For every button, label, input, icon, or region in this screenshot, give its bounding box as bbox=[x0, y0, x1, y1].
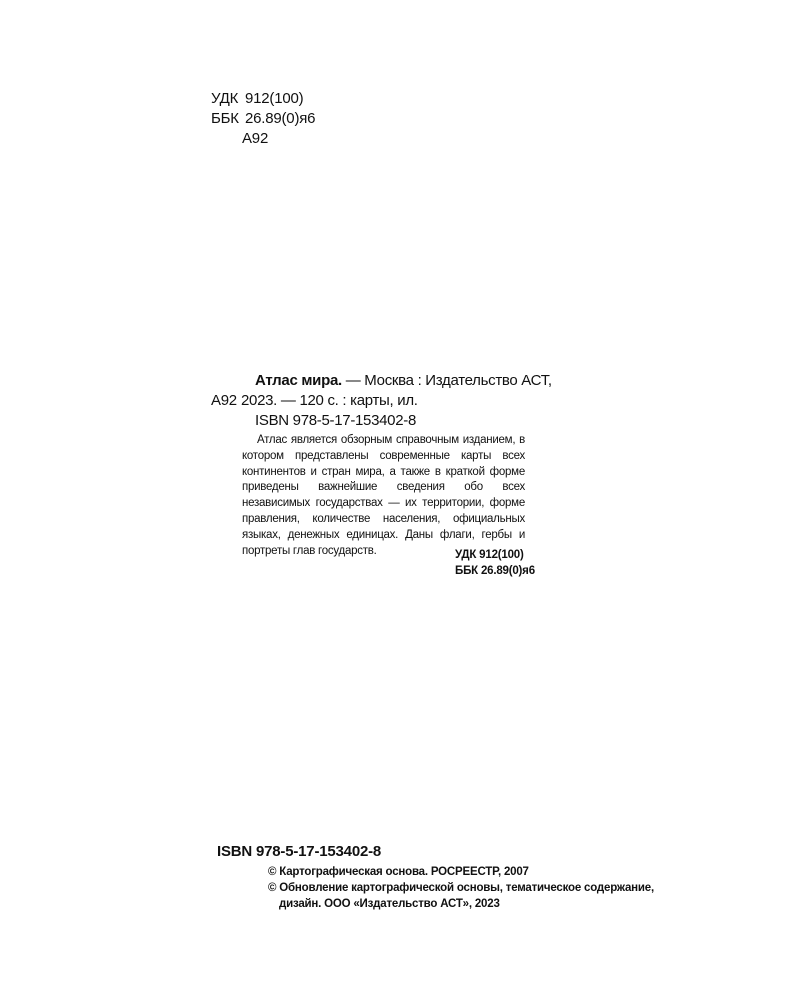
udk-value: 912(100) bbox=[244, 90, 304, 107]
udk-row bbox=[211, 89, 315, 109]
author-mark-entry: А92 bbox=[211, 392, 237, 409]
book-title: Атлас мира. bbox=[255, 372, 342, 389]
top-classification-block bbox=[211, 89, 315, 149]
bbk-value: 26.89(0)я6 bbox=[244, 110, 316, 127]
entry-year-line bbox=[211, 391, 531, 411]
udk-right: УДК 912(100) bbox=[455, 549, 524, 561]
right-classification-block bbox=[455, 548, 535, 579]
bibliographic-entry bbox=[211, 371, 552, 431]
copyright-line-3: дизайн. ООО «Издательство АСТ», 2023 bbox=[279, 898, 500, 910]
year-pages: 2023. — 120 с. : карты, ил. bbox=[241, 392, 418, 409]
bbk-label: ББК bbox=[211, 110, 239, 127]
copyright-block bbox=[268, 864, 654, 912]
entry-title-line bbox=[211, 371, 552, 391]
author-mark-top: А92 bbox=[242, 130, 269, 147]
entry-isbn: ISBN 978-5-17-153402-8 bbox=[255, 412, 417, 429]
annotation-text: Атлас является обзорным справочным изданием, в котором представлены современные карты всех континентов и стран мира, а также в краткой форме приведены важнейшие сведения обо всех независимых государствах — их территории, форме правления, количестве населения, официальных языках, денежных единицах. Даны флаги, гербы и портреты глав государств. bbox=[242, 434, 525, 557]
bottom-isbn: ISBN 978-5-17-153402-8 bbox=[217, 843, 382, 860]
publication-place: — Москва : Издательство АСТ, bbox=[341, 372, 552, 389]
copyright-line-1: © Картографическая основа. РОСРЕЕСТР, 2007 bbox=[268, 866, 529, 878]
copyright-line-2: © Обновление картографической основы, тематическое содержание, bbox=[268, 882, 654, 894]
bbk-right: ББК 26.89(0)я6 bbox=[455, 564, 535, 577]
bbk-row bbox=[211, 109, 315, 129]
udk-label: УДК bbox=[211, 90, 239, 107]
